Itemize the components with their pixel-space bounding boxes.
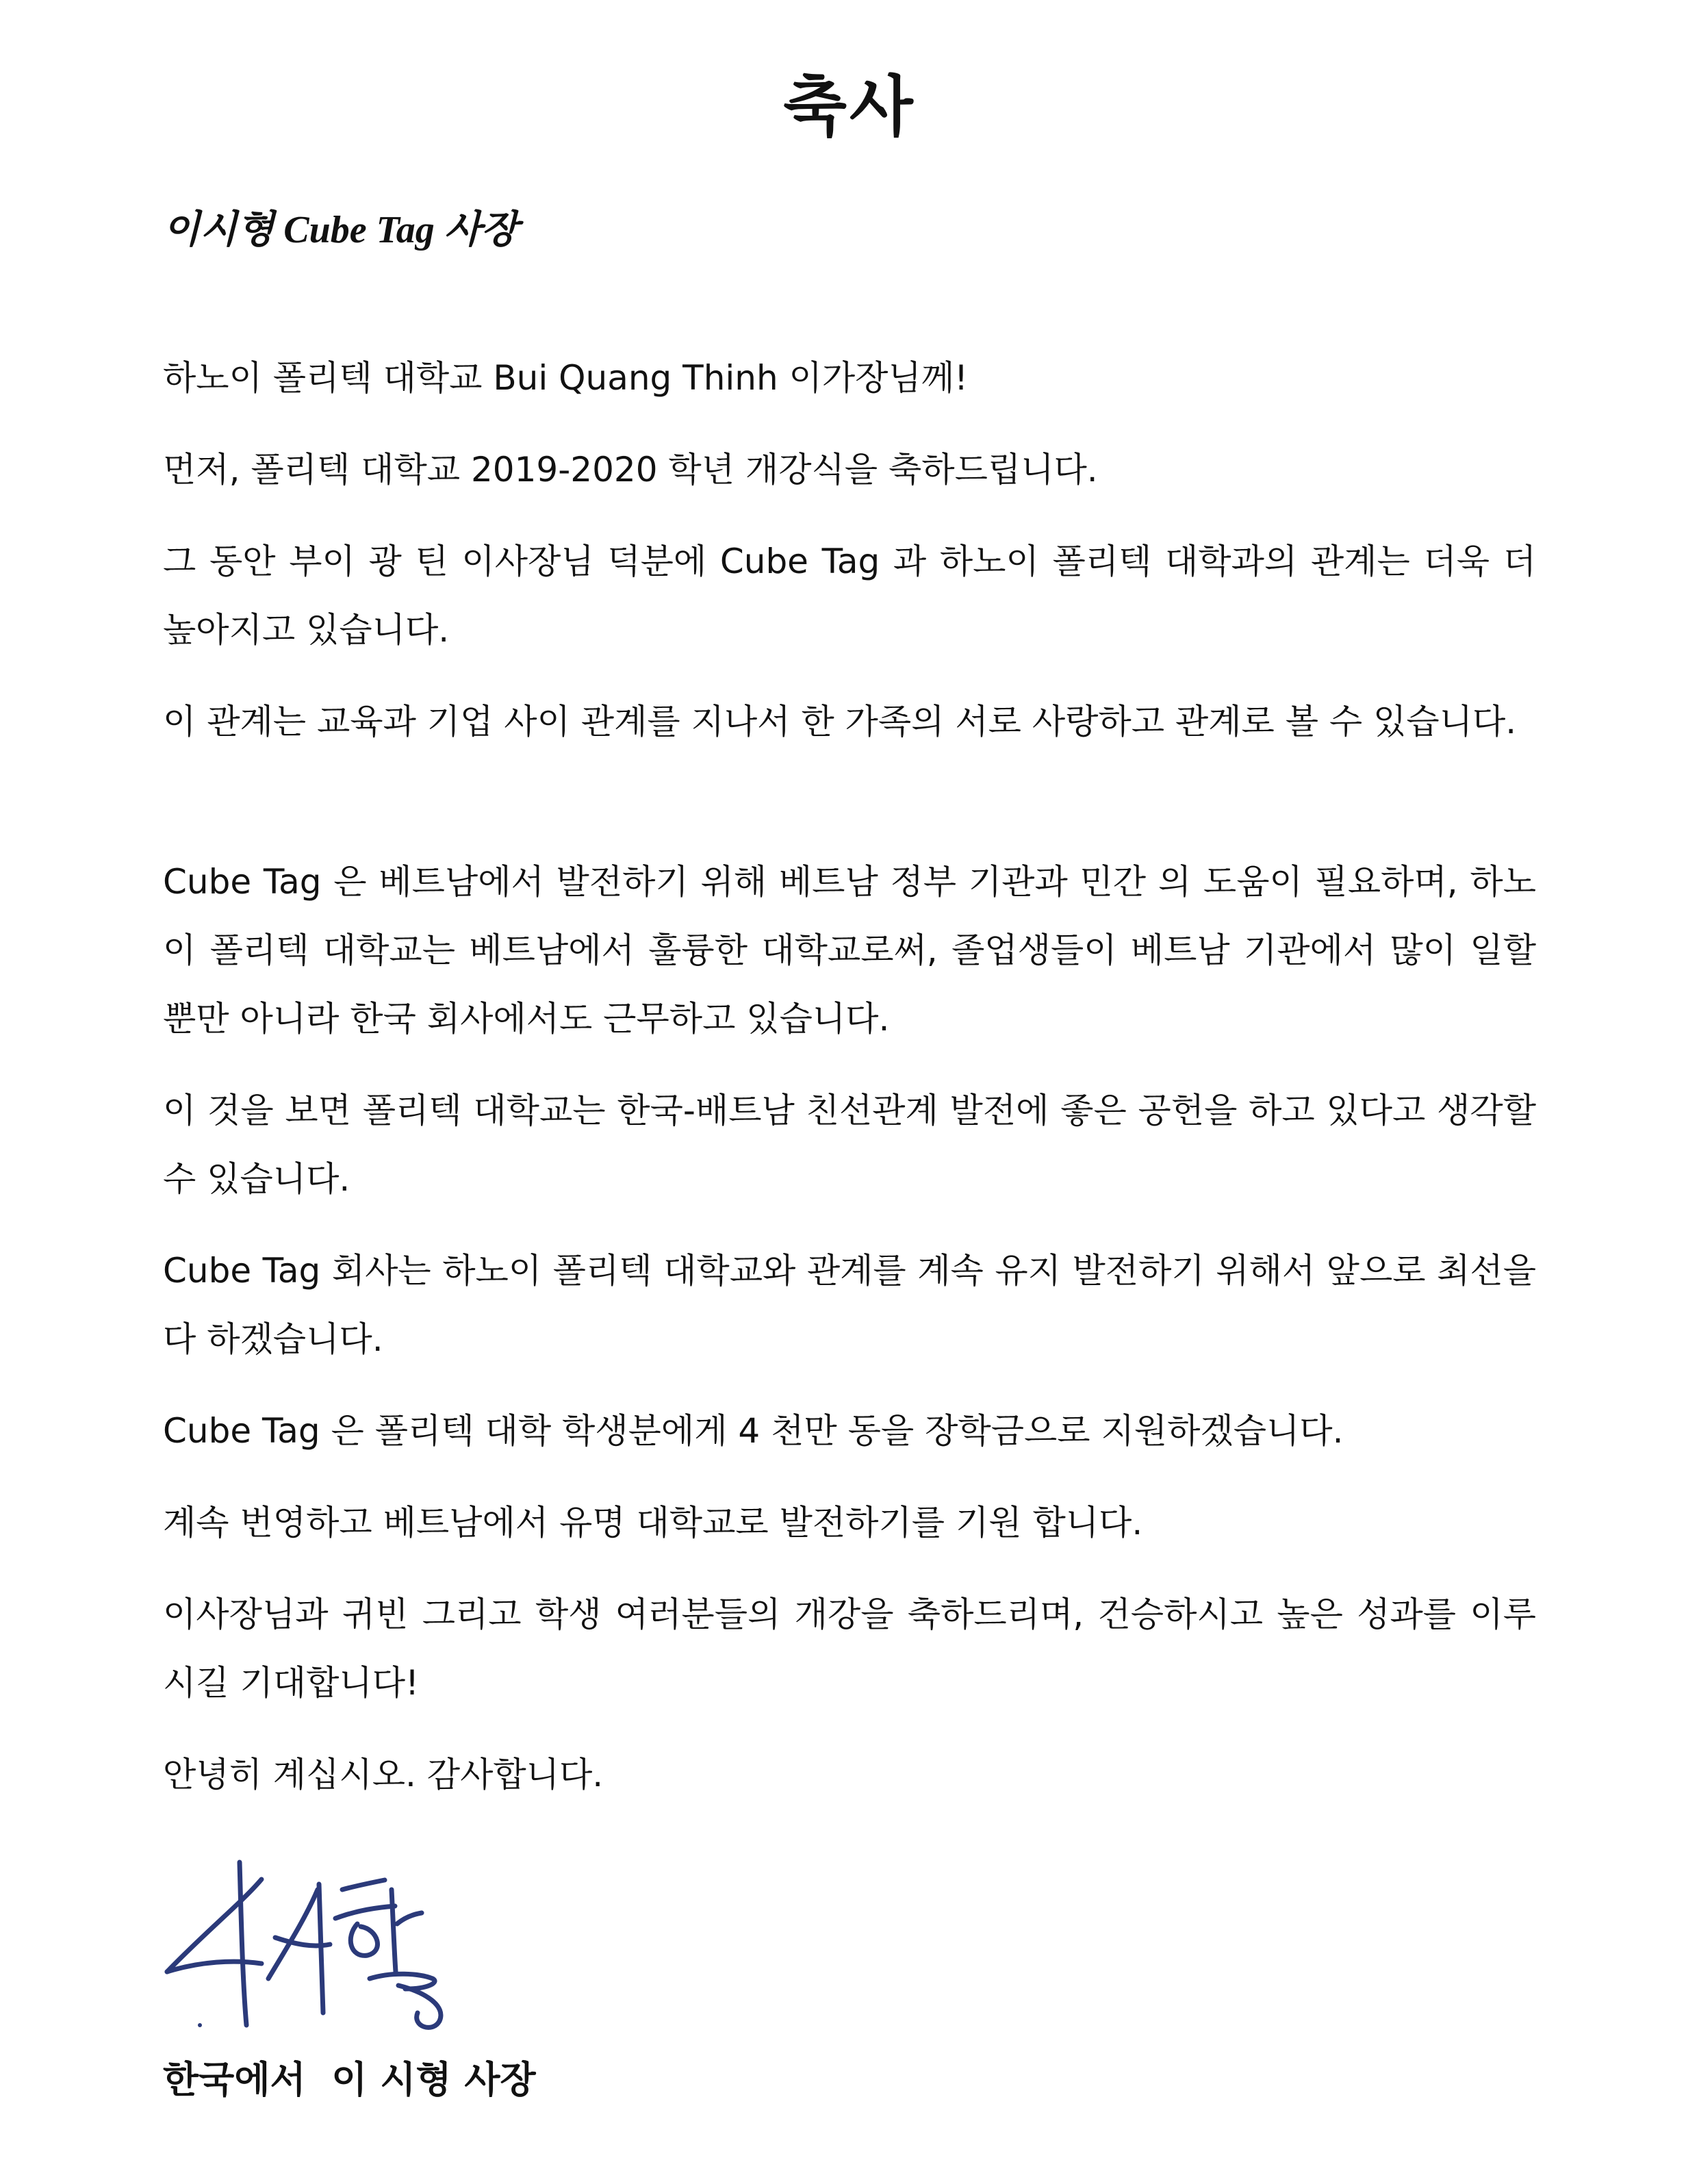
paragraph-family: 이 관계는 교육과 기업 사이 관계를 지나서 한 가족의 서로 사랑하고 관계로 볼 수 있습니다. xyxy=(163,702,1517,741)
paragraph-congratulation: 먼저, 폴리텍 대학교 2019-2020 학년 개강식을 축하드립니다. xyxy=(163,450,1098,490)
paragraph-wish: 계속 번영하고 베트남에서 유명 대학교로 발전하기를 기원 합니다. xyxy=(163,1503,1143,1542)
signer-line: 한국에서 이 시형 사장 xyxy=(163,2058,536,2101)
paragraph-contribution: 이 것을 보면 폴리텍 대학교는 한국-배트남 친선관계 발전에 좋은 공헌을 하고 있다고 생각할 수 있습니다. xyxy=(163,1091,1536,1199)
paragraph-scholarship: Cube Tag 은 폴리텍 대학 학생분에게 4 천만 동을 장학금으로 지원하겠습니다. xyxy=(163,1411,1344,1451)
paragraph-closing: 안녕히 계십시오. 감사합니다. xyxy=(163,1755,604,1794)
sender-line: 이시형 Cube Tag 사장 xyxy=(163,209,518,251)
paragraph-support: Cube Tag 은 베트남에서 발전하기 위해 베트남 정부 기관과 민간 의 도움이 필요하며, 하노이 폴리텍 대학교는 베트남에서 훌륭한 대학교로써, 졸업생들이 베트남 기관에서 많이 일할 뿐만 아니라 한국 회사에서도 근무하고 있습니다. xyxy=(163,862,1536,1039)
paragraph-best-wishes: 이사장님과 귀빈 그리고 학생 여러분들의 개강을 축하드리며, 건승하시고 높은 성과를 이루시길 기대합니다! xyxy=(163,1595,1536,1703)
document-title: 축사 xyxy=(783,68,916,145)
paragraph-commitment: Cube Tag 회사는 하노이 폴리텍 대학교와 관계를 계속 유지 발전하기 위해서 앞으로 최선을 다 하겠습니다. xyxy=(163,1251,1536,1359)
handwritten-signature xyxy=(159,1842,501,2040)
paragraph-relationship: 그 동안 부이 광 틴 이사장님 덕분에 Cube Tag 과 하노이 폴리텍 대학과의 관계는 더욱 더 높아지고 있습니다. xyxy=(163,542,1536,650)
paragraph-greeting: 하노이 폴리텍 대학교 Bui Quang Thinh 이가장님께! xyxy=(163,358,969,398)
signature-dot xyxy=(198,2023,202,2027)
signature-strokes xyxy=(167,1862,441,2027)
